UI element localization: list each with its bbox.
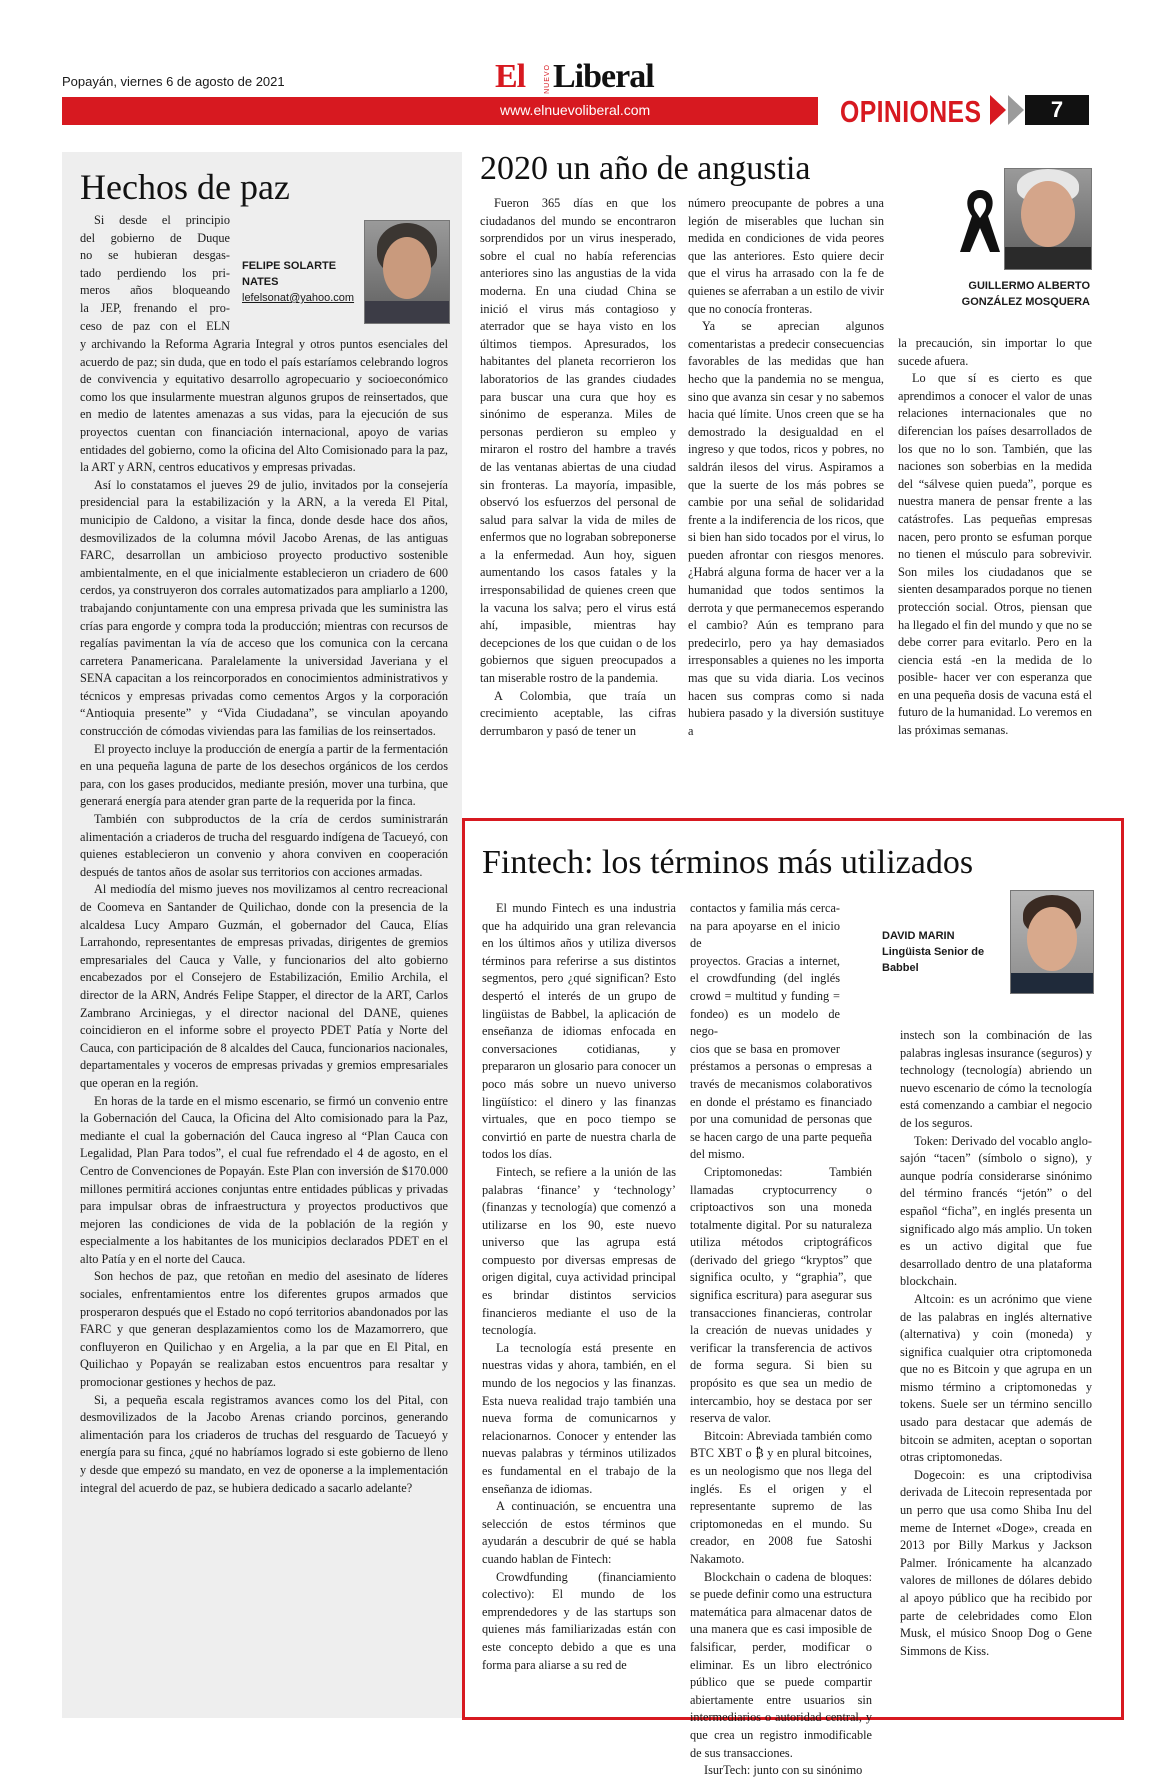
chevron-right-icon: [990, 95, 1006, 125]
paragraph: El mundo Fintech es una industria que ha adquirido una gran relevancia en los últimos años y utiliza diversos términos para referirse a sus distintos segmentos, pero ¿qué significan? Esto despertó el interés de un grupo de lingüistas de Babbel, la aplicación de enseñanza de idiomas enfocada en conversaciones cotidianas, y prepararon un glosario para conocer un poco más sobre un nuevo universo lingüístico: el dinero y las finanzas virtuales, que en poco tiempo se convirtió en parte de nuestra charla de todos los días.: [482, 901, 676, 1162]
masthead-logo[interactable]: [495, 58, 655, 94]
text-line: meros años bloqueando: [80, 283, 230, 298]
header-red-bar: [62, 97, 818, 125]
paragraph: También con subproductos de la cría de cerdos suministrarán alimentación a criaderos de trucha del resguardo indígena de Tacueyó, con quienes establecieron un convenio y ahora conviven en cooperación después de tantos años de asolar sus territorios con acciones armadas.: [80, 812, 448, 879]
text-line: fondeo) es un modelo de nego-: [690, 1006, 840, 1039]
paragraph: Si, a pequeña escala registramos avances como los del Pital, con desmovilizados de la Jacobo Arenas criando porcinos, generando alimentación para los criaderos de truchas del resguardo de Tacueyó y energía para su finca, ¿qué no habríamos logrado si este gobierno de lleno y desde que empezó su mandato, en vez de oponerse a la implementación integral del acuerdo de paz, se hubiera dedicado a sacarlo adelante?: [80, 1392, 448, 1495]
section-title: OPINIONES: [840, 94, 982, 129]
mid-article-column-1: [480, 195, 676, 740]
paragraph: Bitcoin: Abreviada también como BTC XBT o ₿ y en plural bitcoines, es un neologismo que nos llega del inglés. Es el origen y el representante supremo de las criptomonedas en el mundo. Su creador, en 2008 fue Satoshi Nakamoto.: [690, 1428, 872, 1566]
paragraph: Blockchain o cadena de bloques: se puede definir como una estructura matemática para almacenar datos de una manera que es casi imposible de falsificar, perder, modificar o eliminar. Es un libro electrónico público que se puede compartir abiertamente entre usuarios sin intermediarios o autoridad central, y que crea un registro inmodificable de sus transacciones.: [690, 1569, 872, 1760]
paragraph: Son hechos de paz, que retoñan en medio del asesinato de líderes sociales, enfrentamientos entre los diferentes grupos armados que prosperaron después que el Estado no copó territorios abandonados por las FARC y que generan desplazamientos como los de Mazamorrero, que confluyeron en Quilichao y en Argelia, a la par que en El Pital, en Quilichao y Popayán se realizaban estos encuentros para resaltar y promocionar gestiones y hechos de paz.: [80, 1269, 448, 1390]
text-line: no se hubieran desgas-: [80, 248, 230, 263]
text-line: tado perdiendo los pri-: [80, 265, 230, 280]
author-email-link[interactable]: lefelsonat@yahoo.com: [242, 292, 355, 304]
author-byline-fintech: [882, 928, 984, 976]
paragraph: A continuación, se encuentra una selección de estos términos que ayudarán a descubrir de qué se habla cuando hablan de Fintech:: [482, 1499, 676, 1566]
text-line: el crowdfunding (del inglés: [690, 971, 840, 986]
fintech-column-1: [482, 900, 676, 1674]
paragraph: Altcoin: es un acrónimo que viene de las palabras en inglés alternative (alternativa) y coin (moneda) y significa cualquier otra criptomoneda que no es Bitcoin y que agrupa en un mismo término a criptomonedas y tokens. Suele ser un término sencillo usado para destacar que además de bitcoin se admiten, aceptan o soportan otras criptomonedas.: [900, 1291, 1092, 1465]
chevron-right-icon: [1008, 95, 1024, 125]
mourning-ribbon-icon: [958, 186, 1002, 256]
paragraph: Al mediodía del mismo jueves nos movilizamos al centro recreacional de Coomeva en Santander de Quilichao, donde con la presencia de la alcaldesa Lucy Amparo Guzmán, el gobernador del Cauca, Elías Larrahondo, representantes de empresas privadas, dirigentes de gremios empresariales del Cauca y Valle, y funcionarios del alto gobierno encabezados por el Consejero de Estabilización, Emilio Archila, el director de la ARN, Andrés Felipe Stapper, el director de la ART, Carlos Zambrano Arciniegas, y el director nacional del DANE, quienes coincidieron en el informe sobre el proyecto PDET Patía y Norte del Cauca, con participación de 8 alcaldes del Cauca, funcionarios nacionales, departamentales y voceros de empresas privadas y gremios empresariales que operan en la región.: [80, 882, 448, 1090]
paragraph: A Colombia, que traía un crecimiento aceptable, las cifras derrumbaron y pasó de tener un: [480, 688, 676, 738]
dateline: Popayán, viernes 6 de agosto de 2021: [62, 74, 285, 89]
logo-liberal: Liberal: [553, 58, 654, 95]
text-line: la JEP, frenando el pro-: [80, 300, 230, 315]
page-number: 7: [1025, 95, 1089, 125]
text-line: crowd = multitud y funding =: [690, 988, 840, 1003]
author-name-line2: GONZÁLEZ MOSQUERA: [961, 296, 1090, 308]
paragraph: y archivando la Reforma Agraria Integral y otros puntos esenciales del acuerdo de paz; sin duda, que en todo el país estaríamos celebrando logros de convivencia y equitativo desarrollo agropecuario y socioeconómico como los que insularmente muestran algunos grupos de reinsertados, que en medio de latentes amenazas a sus vidas, para la ejecución de sus proyectos cuentan con financiación internacional, apoyo de varias entidades del gobierno, como la oficina del Alto Comisionado para la paz, la ART y ARN, centros educativos y empresas privadas.: [80, 337, 448, 475]
author-name-line2: NATES: [242, 276, 279, 288]
text-line: proyectos. Gracias a internet,: [690, 953, 840, 968]
author-photo-gonzalez: [1004, 168, 1092, 270]
paragraph: la precaución, sin importar lo que sucede afuera.: [898, 336, 1092, 368]
author-role-line1: Lingüista Senior de: [882, 946, 985, 958]
paragraph: Token: Derivado del vocablo anglo-sajón “tacen” (símbolo o signo), y aunque podría considerarse sinónimo del término francés “jetón” o del español “ficha”, en inglés presenta un significado algo más amplio. Un token es un activo digital que fue desarrollado dentro de una plataforma blockchain.: [900, 1133, 1092, 1289]
author-byline-mid: [942, 278, 1090, 310]
logo-nuevo: NUEVO: [544, 64, 551, 94]
paragraph: instech son la combinación de las palabras inglesas insurance (seguros) y technology (tecnología) abriendo un nuevo escenario de cómo la tecnología está comenzando a cambiar el negocio de los seguros.: [900, 1028, 1092, 1130]
text-line: contactos y familia más cerca-: [690, 901, 840, 915]
fintech-column-2: [690, 900, 872, 1780]
author-photo-solarte: [364, 220, 450, 324]
author-name: DAVID MARIN: [882, 930, 955, 942]
article-title-2020: 2020 un año de angustia: [480, 150, 811, 187]
paragraph: En horas de la tarde en el mismo escenario, se firmó un convenio entre la Gobernación del Cauca, la Oficina del Alto comisionado para la Paz, mediante el cual la gobernación del Cauca ingreso al “Plan Cauca con Legalidad, Plan Para todos”, el cual fue refrendado el 4 de agosto, en el Centro de Convenciones de Popayán. Este Plan con inversión de $170.000 millones permitirá acciones conjuntas entre entidades públicas y privadas para impulsar obras de infraestructura y proyectos productivos que mejoren las condiciones de vida de la población de la región y especialmente a los habitantes de los municipios declarados PDET en el alto Patía y en el norte del Cauca.: [80, 1093, 448, 1266]
mid-article-column-2: [688, 195, 884, 740]
paragraph: La tecnología está presente en nuestras vidas y ahora, también, en el mundo de los negocios y las finanzas. Esta nueva realidad trajo también una nueva forma de comunicarnos y relacionarnos. Conocer y entender las nuevas palabras y términos utilizados es fundamental en el trabajo de la enseñanza de idiomas.: [482, 1340, 676, 1496]
text-line: ceso de paz con el ELN: [80, 318, 230, 333]
paragraph: Lo que sí es cierto es que aprendimos a conocer el valor de unas relaciones internacionales que no diferencian los países desarrollados de los que no lo son. También, que las naciones son soberbias en la medida del “sálvese quien pueda”, porque es nuestra manera de pensar frente a las catástrofes. Las pequeñas empresas nacen, pero pronto se esfuman porque no tienen el músculo para sobrevivir. Son miles los ciudadanos que se sienten desamparados porque no tienen protección social. Otros, piensan que ha llegado el fin del mundo y que no se debe correr para evitarlo. Pero en la ciencia está -en la medida de lo posible- hacer ver con esperanza que en una pequeña dosis de vacuna está el futuro de la humanidad. Lo veremos en las próximas semanas.: [898, 371, 1092, 738]
paragraph: El proyecto incluye la producción de energía a partir de la fermentación en una pequeña laguna de parte de los desechos orgánicos de los cerdos para, con los gases producidos, mediante presión, mover una turbina, que generará energía para atender gran parte de la requerida por la finca.: [80, 741, 448, 809]
text-line: Si desde el principio: [94, 213, 230, 227]
paragraph: número preocupante de pobres a una legión de miserables que luchan sin medida en condiciones de vida peores que las anteriores. Esto quiere decir que el virus ha arrasado con la fe de quienes se aferraban a un estilo de vivir que no conocía fronteras.: [688, 196, 884, 316]
left-intro-text: [80, 212, 230, 335]
paragraph: Así lo constatamos el jueves 29 de julio, invitados por la consejería presidencial para la estabilización y la ARN, a la vereda El Pital, municipio de Caldono, a visitar la finca, donde desde hace dos años, desmovilizados de la columna móvil Jacobo Arenas, de las antiguas FARC, desarrollan un ambicioso proyecto productivo sostenible ambientalmente, en el que inicialmente establecieron un criadero de 600 cerdos, ya construyeron dos corrales automatizados para ampliarlo a 1200, trabajando conjuntamente con una empresa privada que les suministra las crías para engorde y compra toda la producción; mientras con recursos de regalías pavimentan la vía de acceso que los comunica con la cercana carretera Panamericana. Paralelamente la universidad Javeriana y el SENA capacitan a los reincorporados en conocimientos administrativos y técnicos y empresas privadas como cementos Argos y la corporación “Antioquia presente” y “Vida Ciudadana”, se vinculan apoyando construcción de cómodas viviendas para las familias de los reinsertados.: [80, 477, 448, 739]
fintech-column-3: [900, 1027, 1092, 1660]
left-article-body: [80, 336, 448, 1497]
text-line: del gobierno de Duque: [80, 230, 230, 245]
paragraph: Ya se aprecian algunos comentaristas a predecir consecuencias favorables de las medidas que han hecho que la pandemia no se mengua, sino que avanza sin cesar y no sabemos hacia qué límite. Unos creen que se ha demostrado la desigualdad en el ingreso y que todos, ricos y pobres, no saldrán ilesos del virus. Aspiramos a que la suerte de los más pobres se cambie por una señal de solidaridad frente a la indiferencia de los ricos, que si bien han sido tocados por el virus, lo pueden afrontar con riesgos menores. ¿Habrá alguna forma de hacer ver a la humanidad que todos sentimos la derrota y que permanecemos esperando el cambio? Aún es temprano para predecirlo, pero ya hay demasiados irresponsables a quienes no les importa mas que su vida diaria. Los vecinos hacen sus compras como si nada hubiera pasado y la diversión sustituye a: [688, 319, 884, 738]
author-name-line1: GUILLERMO ALBERTO: [968, 280, 1090, 292]
paragraph: Criptomonedas: También llamadas cryptocurrency o criptoactivos son una moneda totalmente digital. Por su naturaleza utiliza métodos criptográficos (derivado del griego “kryptos” que significa oculto, y “graphia”, que significa escritura) para asegurar sus transacciones financieras, controlar la creación de nuevas unidades y verificar la transferencia de activos de forma segura. Si bien su propósito es que sea un medio de intercambio, hoy se destaca por ser reserva de valor.: [690, 1164, 872, 1426]
paragraph: Dogecoin: es una criptodivisa derivada de Litecoin representada por un perro que usa como Shiba Inu del meme de Internet «Doge», creada en 2013 por Billy Markus y Jackson Palmer. Irónicamente ha alcanzado valores de millones de dólares debido al apoyo público que ha recibido por parte de celebridades como Elon Musk, el músico Snoop Dog o Gene Simmons de Kiss.: [900, 1467, 1092, 1658]
fintech-col2-top: [690, 900, 840, 1058]
author-role-line2: Babbel: [882, 962, 919, 974]
author-name-line1: FELIPE SOLARTE: [242, 260, 337, 272]
paragraph: Fueron 365 días en que los ciudadanos del mundo se encontraron sorprendidos por un virus inesperado, sobre el cual no había referencias anteriores sino las angustias de la vida moderna. En una ciudad China se inició el virus más contagioso y aterrador que se haya visto en los últimos tiempos. Apresurados, los habitantes del planeta recorrieron los laboratorios de las grandes ciudades para buscar una cura que hoy es sinónimo de esperanza. Miles de personas perdieron su empleo y miraron el rostro del hambre a través de las ventanas abiertas de una ciudad sin fronteras. La mayoría, impasible, observó los esfuerzos del personal de salud para salvar la vida de miles de enfermos que no lograban sobreponerse a la enfermedad. Aun hoy, siguen aumentando los casos fatales y la irresponsabilidad de quienes creen que la vacuna los salva; pero el virus está ahí, impasible, mientras hay decepciones de los que cuidan o de los gobiernos que siguen preocupados a tan miserable rostro de la pandemia.: [480, 196, 676, 686]
paragraph: IsurTech: junto con su sinónimo: [704, 1763, 863, 1778]
author-byline: [242, 258, 354, 306]
paragraph: Fintech, se refiere a la unión de las palabras ‘finance’ y ‘technology’ (finanzas y tecnología) que comenzó a utilizarse en los 90, este nuevo universo que las agrupa está compuesto por diversas empresas de origen digital, cuya actividad principal es brindar distintos servicios financieros mediante el uso de la tecnología.: [482, 1164, 676, 1338]
mid-article-column-3: [898, 335, 1092, 740]
site-url-link[interactable]: www.elnuevoliberal.com: [500, 102, 651, 118]
article-title-fintech: Fintech: los términos más utilizados: [482, 844, 974, 881]
text-line: cios que se basa en promover: [690, 1041, 840, 1056]
author-photo-marin: [1010, 890, 1094, 994]
text-line: na para apoyarse en el inicio de: [690, 918, 840, 951]
paragraph: préstamos a personas o empresas a través de mecanismos colaborativos en donde el préstamo es financiado por una comunidad de personas que se hacen cargo de una parte pequeña del mismo.: [690, 1059, 872, 1162]
article-title-hechos-de-paz: Hechos de paz: [80, 167, 290, 207]
logo-el: El: [495, 58, 526, 95]
paragraph: Crowdfunding (financiamiento colectivo): El mundo de los emprendedores y de las startups son quienes más familiarizadas están con este concepto debido a que es una forma para aliarse a su red de: [482, 1569, 676, 1672]
